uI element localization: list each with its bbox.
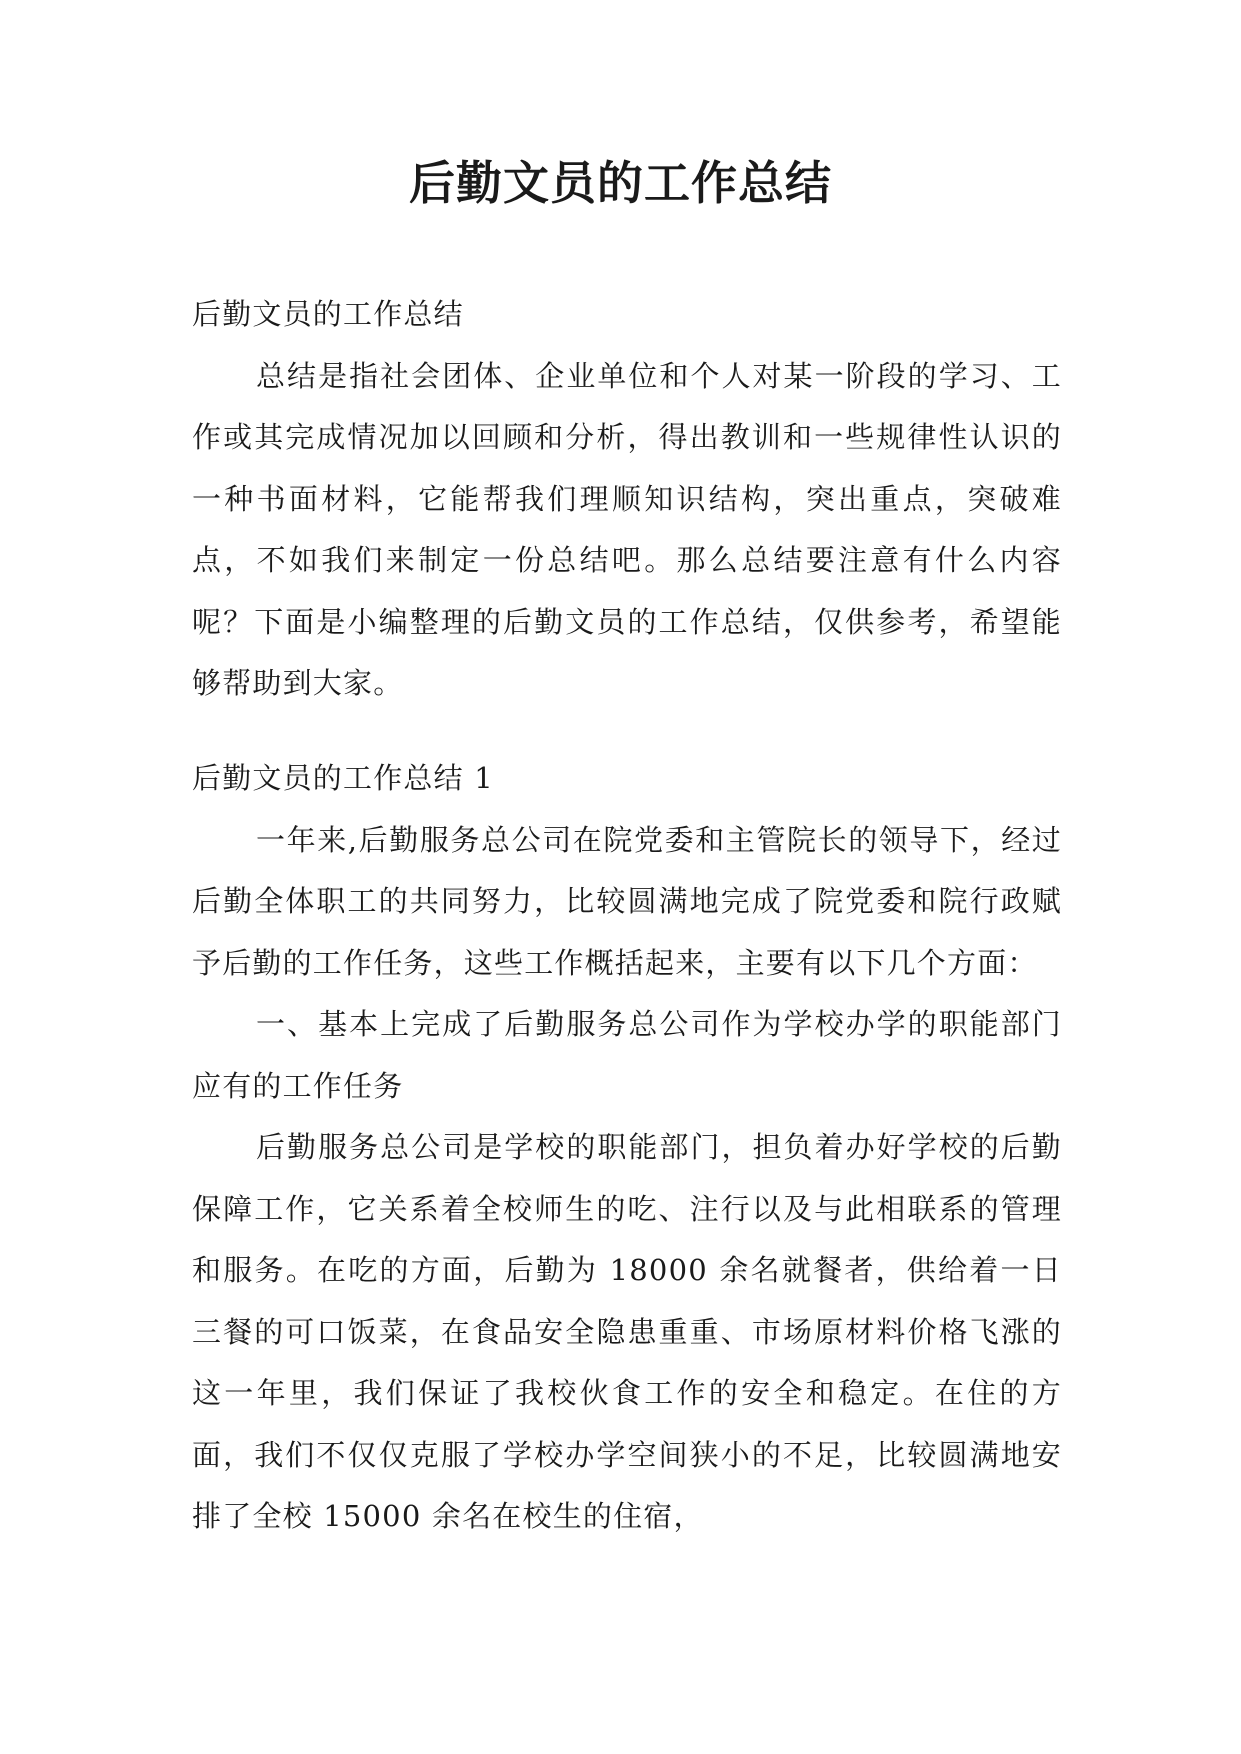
intro-heading: 后勤文员的工作总结 [192,297,464,331]
section-1-heading: 后勤文员的工作总结 1 [192,761,494,795]
section-1-paragraph-1: 一年来,后勤服务总公司在院党委和主管院长的领导下，经过后勤全体职工的共同努力，比较圆满地完成了院党委和院行政赋予后勤的工作任务，这些工作概括起来，主要有以下几个方面： [192,822,1062,980]
intro-section [192,284,1062,715]
document-title: 后勤文员的工作总结 [409,156,832,210]
section-1 [192,748,1062,1548]
section-1-paragraph-3: 后勤服务总公司是学校的职能部门，担负着办好学校的后勤保障工作，它关系着全校师生的吃、注行以及与此相联系的管理和服务。在吃的方面，后勤为 18000 余名就餐者，供给着一日三餐的可口饭菜，在食品安全隐患重重、市场原材料价格飞涨的这一年里，我们保证了我校伙食工作的安全和稳定。在住的方面，我们不仅仅克服了学校办学空间狭小的不足，比较圆满地安排了全校 15000 余名在校生的住宿， [192,1130,1062,1533]
intro-paragraph: 总结是指社会团体、企业单位和个人对某一阶段的学习、工作或其完成情况加以回顾和分析，得出教训和一些规律性认识的一种书面材料，它能帮我们理顺知识结构，突出重点，突破难点，不如我们来制定一份总结吧。那么总结要注意有什么内容呢？下面是小编整理的后勤文员的工作总结，仅供参考，希望能够帮助到大家。 [192,358,1062,700]
section-1-paragraph-2: 一、基本上完成了后勤服务总公司作为学校办学的职能部门应有的工作任务 [192,1007,1062,1103]
